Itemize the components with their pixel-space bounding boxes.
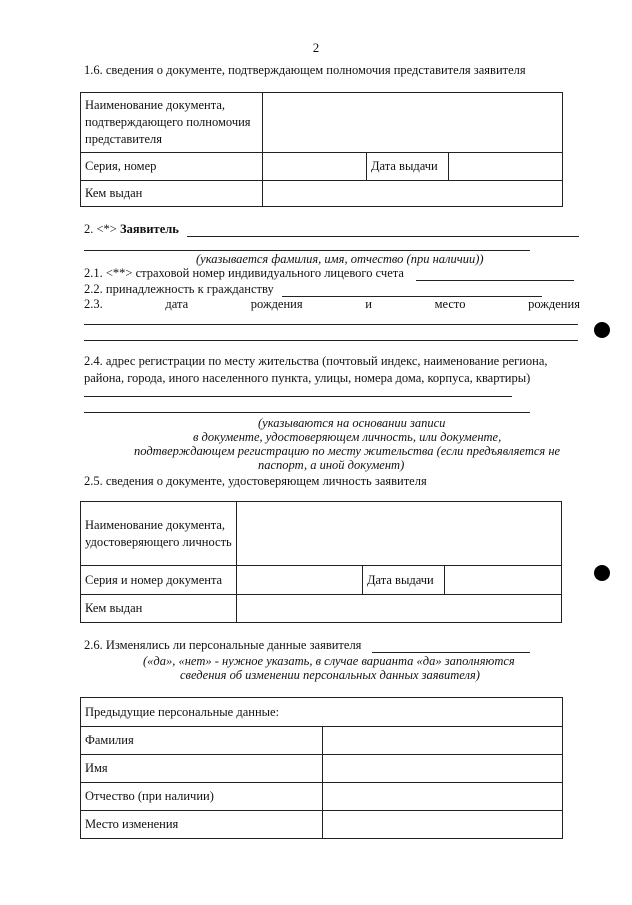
id-issue-date-label: Дата выдачи xyxy=(363,566,445,595)
birth-word-1: 2.3. xyxy=(84,297,103,311)
address-hint-2: в документе, удостоверяющем личность, или документе, xyxy=(193,430,502,444)
address-label-1: 2.4. адрес регистрации по месту жительства (почтовый индекс, наименование региона, xyxy=(84,354,548,368)
id-series-label: Серия и номер документа xyxy=(81,566,237,595)
previous-name-label: Имя xyxy=(81,755,323,783)
id-doc-name-field[interactable] xyxy=(237,502,562,566)
previous-data-header: Предыдущие персональные данные: xyxy=(81,698,563,727)
previous-surname-label: Фамилия xyxy=(81,727,323,755)
change-place-label: Место изменения xyxy=(81,811,323,839)
representative-document-table xyxy=(80,92,563,207)
address-label-2: района, города, иного населенного пункта, улицы, номера дома, корпуса, квартиры) xyxy=(84,371,531,385)
citizenship-label: 2.2. принадлежность к гражданству xyxy=(84,282,274,296)
snils-label: 2.1. <**> страховой номер индивидуального лицевого счета xyxy=(84,266,404,280)
applicant-title: Заявитель xyxy=(119,222,179,236)
rep-issue-date-label: Дата выдачи xyxy=(367,153,449,181)
id-doc-name-label: Наименование документа, удостоверяющего личность xyxy=(81,502,237,566)
rep-doc-name-field[interactable] xyxy=(263,93,563,153)
previous-name-field[interactable] xyxy=(323,755,563,783)
applicant-prefix: 2. <*> xyxy=(84,222,117,236)
rep-issued-by-label: Кем выдан xyxy=(81,181,263,207)
birth-input-line-2[interactable] xyxy=(84,340,578,341)
applicant-heading xyxy=(84,222,179,237)
birth-word-5: место xyxy=(434,297,466,311)
birth-date-place-label xyxy=(84,297,580,312)
applicant-name-line-2[interactable] xyxy=(84,250,530,251)
rep-series-field[interactable] xyxy=(263,153,367,181)
address-input-line-2[interactable] xyxy=(84,412,530,413)
personal-data-hint-1: («да», «нет» - нужное указать, в случае варианта «да» заполняются xyxy=(143,654,515,668)
previous-surname-field[interactable] xyxy=(323,727,563,755)
address-input-line-1[interactable] xyxy=(84,396,512,397)
previous-patronymic-label: Отчество (при наличии) xyxy=(81,783,323,811)
personal-data-changed-input-line[interactable] xyxy=(372,652,530,653)
change-place-field[interactable] xyxy=(323,811,563,839)
rep-issue-date-field[interactable] xyxy=(449,153,563,181)
address-hint-1: (указываются на основании записи xyxy=(258,416,446,430)
id-issue-date-field[interactable] xyxy=(445,566,562,595)
section-2-5-heading: 2.5. сведения о документе, удостоверяющем личность заявителя xyxy=(84,474,427,488)
address-hint-4: паспорт, а иной документ) xyxy=(258,458,405,472)
id-issued-by-field[interactable] xyxy=(237,595,562,623)
rep-doc-name-label: Наименование документа, подтверждающего полномочия представителя xyxy=(81,93,263,153)
address-hint-3: подтверждающем регистрацию по месту жительства (если предъявляется не xyxy=(134,444,561,458)
birth-input-line-1[interactable] xyxy=(84,324,578,325)
birth-word-2: дата xyxy=(165,297,189,311)
birth-word-6: рождения xyxy=(528,297,580,311)
birth-word-4: и xyxy=(365,297,372,311)
rep-issued-by-field[interactable] xyxy=(263,181,563,207)
id-series-field[interactable] xyxy=(237,566,363,595)
birth-word-3: рождения xyxy=(250,297,303,311)
page-number: 2 xyxy=(312,40,320,55)
identity-document-table xyxy=(80,501,562,623)
previous-personal-data-table xyxy=(80,697,563,839)
id-issued-by-label: Кем выдан xyxy=(81,595,237,623)
punch-hole-bottom xyxy=(594,565,610,581)
fio-hint: (указывается фамилия, имя, отчество (при наличии)) xyxy=(196,252,484,266)
rep-series-label: Серия, номер xyxy=(81,153,263,181)
previous-patronymic-field[interactable] xyxy=(323,783,563,811)
applicant-name-line[interactable] xyxy=(187,236,579,237)
punch-hole-top xyxy=(594,322,610,338)
personal-data-changed-label: 2.6. Изменялись ли персональные данные заявителя xyxy=(84,638,362,652)
personal-data-hint-2: сведения об изменении персональных данных заявителя) xyxy=(180,668,480,682)
section-1-6-heading: 1.6. сведения о документе, подтверждающем полномочия представителя заявителя xyxy=(84,63,526,77)
snils-input-line[interactable] xyxy=(416,280,574,281)
